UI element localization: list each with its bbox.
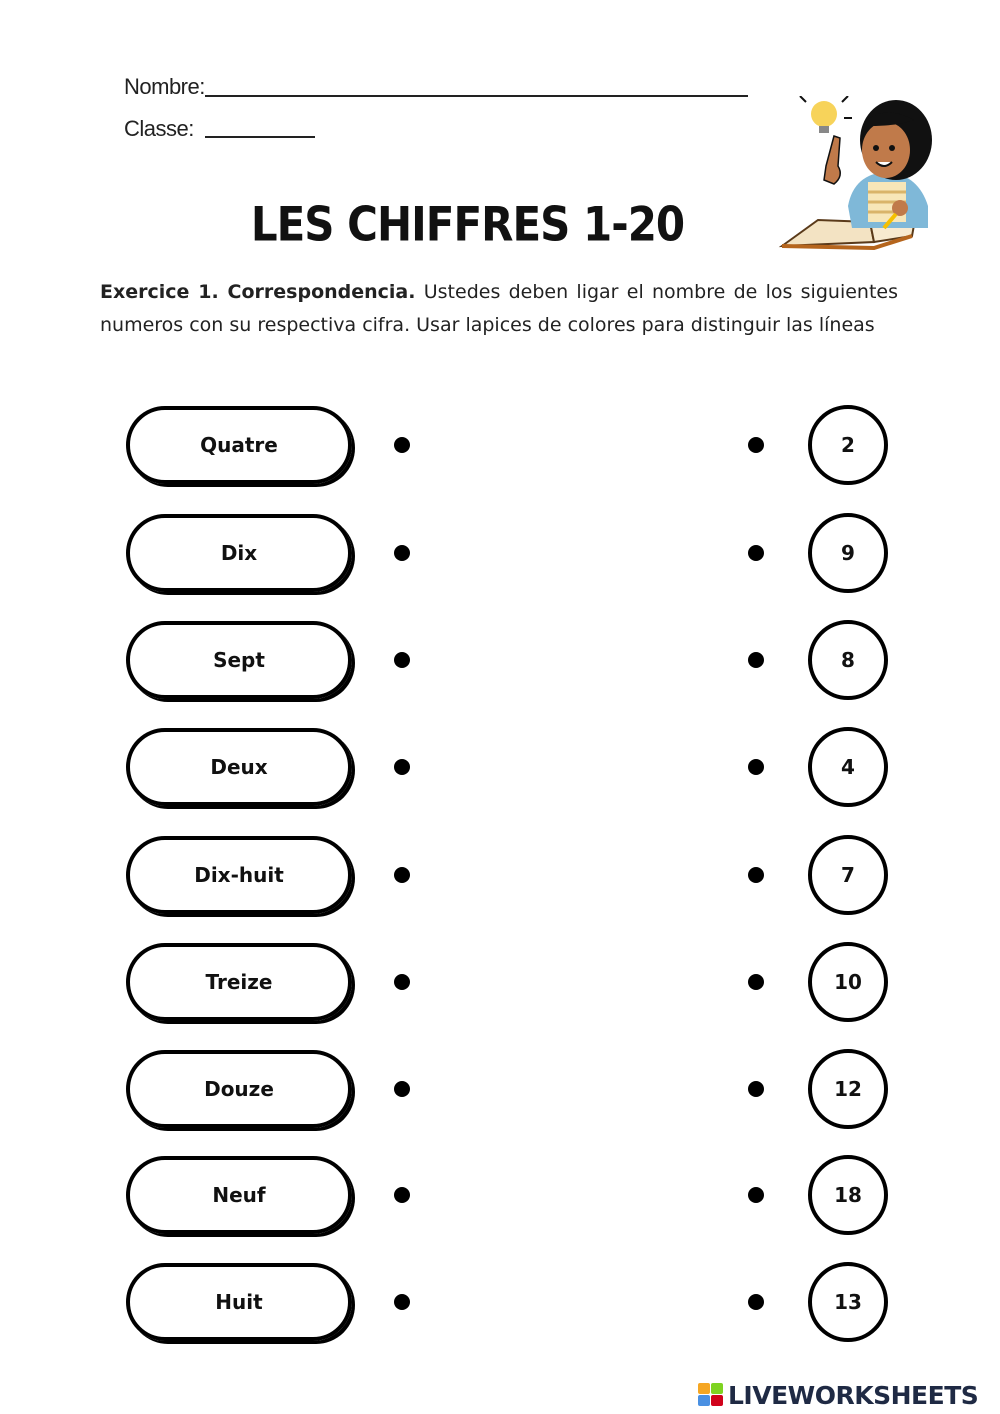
liveworksheets-logo-icon — [698, 1383, 724, 1407]
page-title: LES CHIFFRES 1-20 — [250, 197, 685, 252]
number-circle: 8 — [808, 620, 888, 700]
left-connector-dot[interactable] — [394, 1294, 410, 1310]
word-box: Douze — [126, 1050, 352, 1128]
exercise-heading: Exercice 1. Correspondencia. — [100, 281, 416, 303]
right-connector-dot[interactable] — [748, 1294, 764, 1310]
number-circle: 12 — [808, 1049, 888, 1129]
left-connector-dot[interactable] — [394, 1081, 410, 1097]
word-box: Dix-huit — [126, 836, 352, 914]
word-box: Sept — [126, 621, 352, 699]
number-circle: 7 — [808, 835, 888, 915]
right-connector-dot[interactable] — [748, 1187, 764, 1203]
number-circle: 13 — [808, 1262, 888, 1342]
word-box: Deux — [126, 728, 352, 806]
name-label: Nombre: — [124, 74, 205, 99]
right-connector-dot[interactable] — [748, 974, 764, 990]
right-connector-dot[interactable] — [748, 759, 764, 775]
number-circle: 9 — [808, 513, 888, 593]
class-field — [124, 116, 194, 142]
right-connector-dot[interactable] — [748, 652, 764, 668]
left-connector-dot[interactable] — [394, 867, 410, 883]
left-connector-dot[interactable] — [394, 545, 410, 561]
instructions — [100, 276, 898, 342]
watermark — [698, 1380, 978, 1410]
left-connector-dot[interactable] — [394, 437, 410, 453]
number-circle: 4 — [808, 727, 888, 807]
number-circle: 2 — [808, 405, 888, 485]
word-box: Huit — [126, 1263, 352, 1341]
right-connector-dot[interactable] — [748, 437, 764, 453]
right-connector-dot[interactable] — [748, 1081, 764, 1097]
watermark-text: LIVEWORKSHEETS — [728, 1380, 979, 1410]
left-connector-dot[interactable] — [394, 1187, 410, 1203]
right-connector-dot[interactable] — [748, 545, 764, 561]
word-box: Neuf — [126, 1156, 352, 1234]
word-box: Treize — [126, 943, 352, 1021]
name-field — [124, 74, 205, 100]
word-box: Dix — [126, 514, 352, 592]
number-circle: 18 — [808, 1155, 888, 1235]
exercise-text: Ustedes deben ligar el nombre de los siguientes numeros con su respectiva cifra. Usar lapices de colores para distinguir las líneas — [100, 281, 898, 336]
number-circle: 10 — [808, 942, 888, 1022]
right-connector-dot[interactable] — [748, 867, 764, 883]
left-connector-dot[interactable] — [394, 974, 410, 990]
class-label: Classe: — [124, 116, 194, 141]
word-box: Quatre — [126, 406, 352, 484]
left-connector-dot[interactable] — [394, 652, 410, 668]
left-connector-dot[interactable] — [394, 759, 410, 775]
